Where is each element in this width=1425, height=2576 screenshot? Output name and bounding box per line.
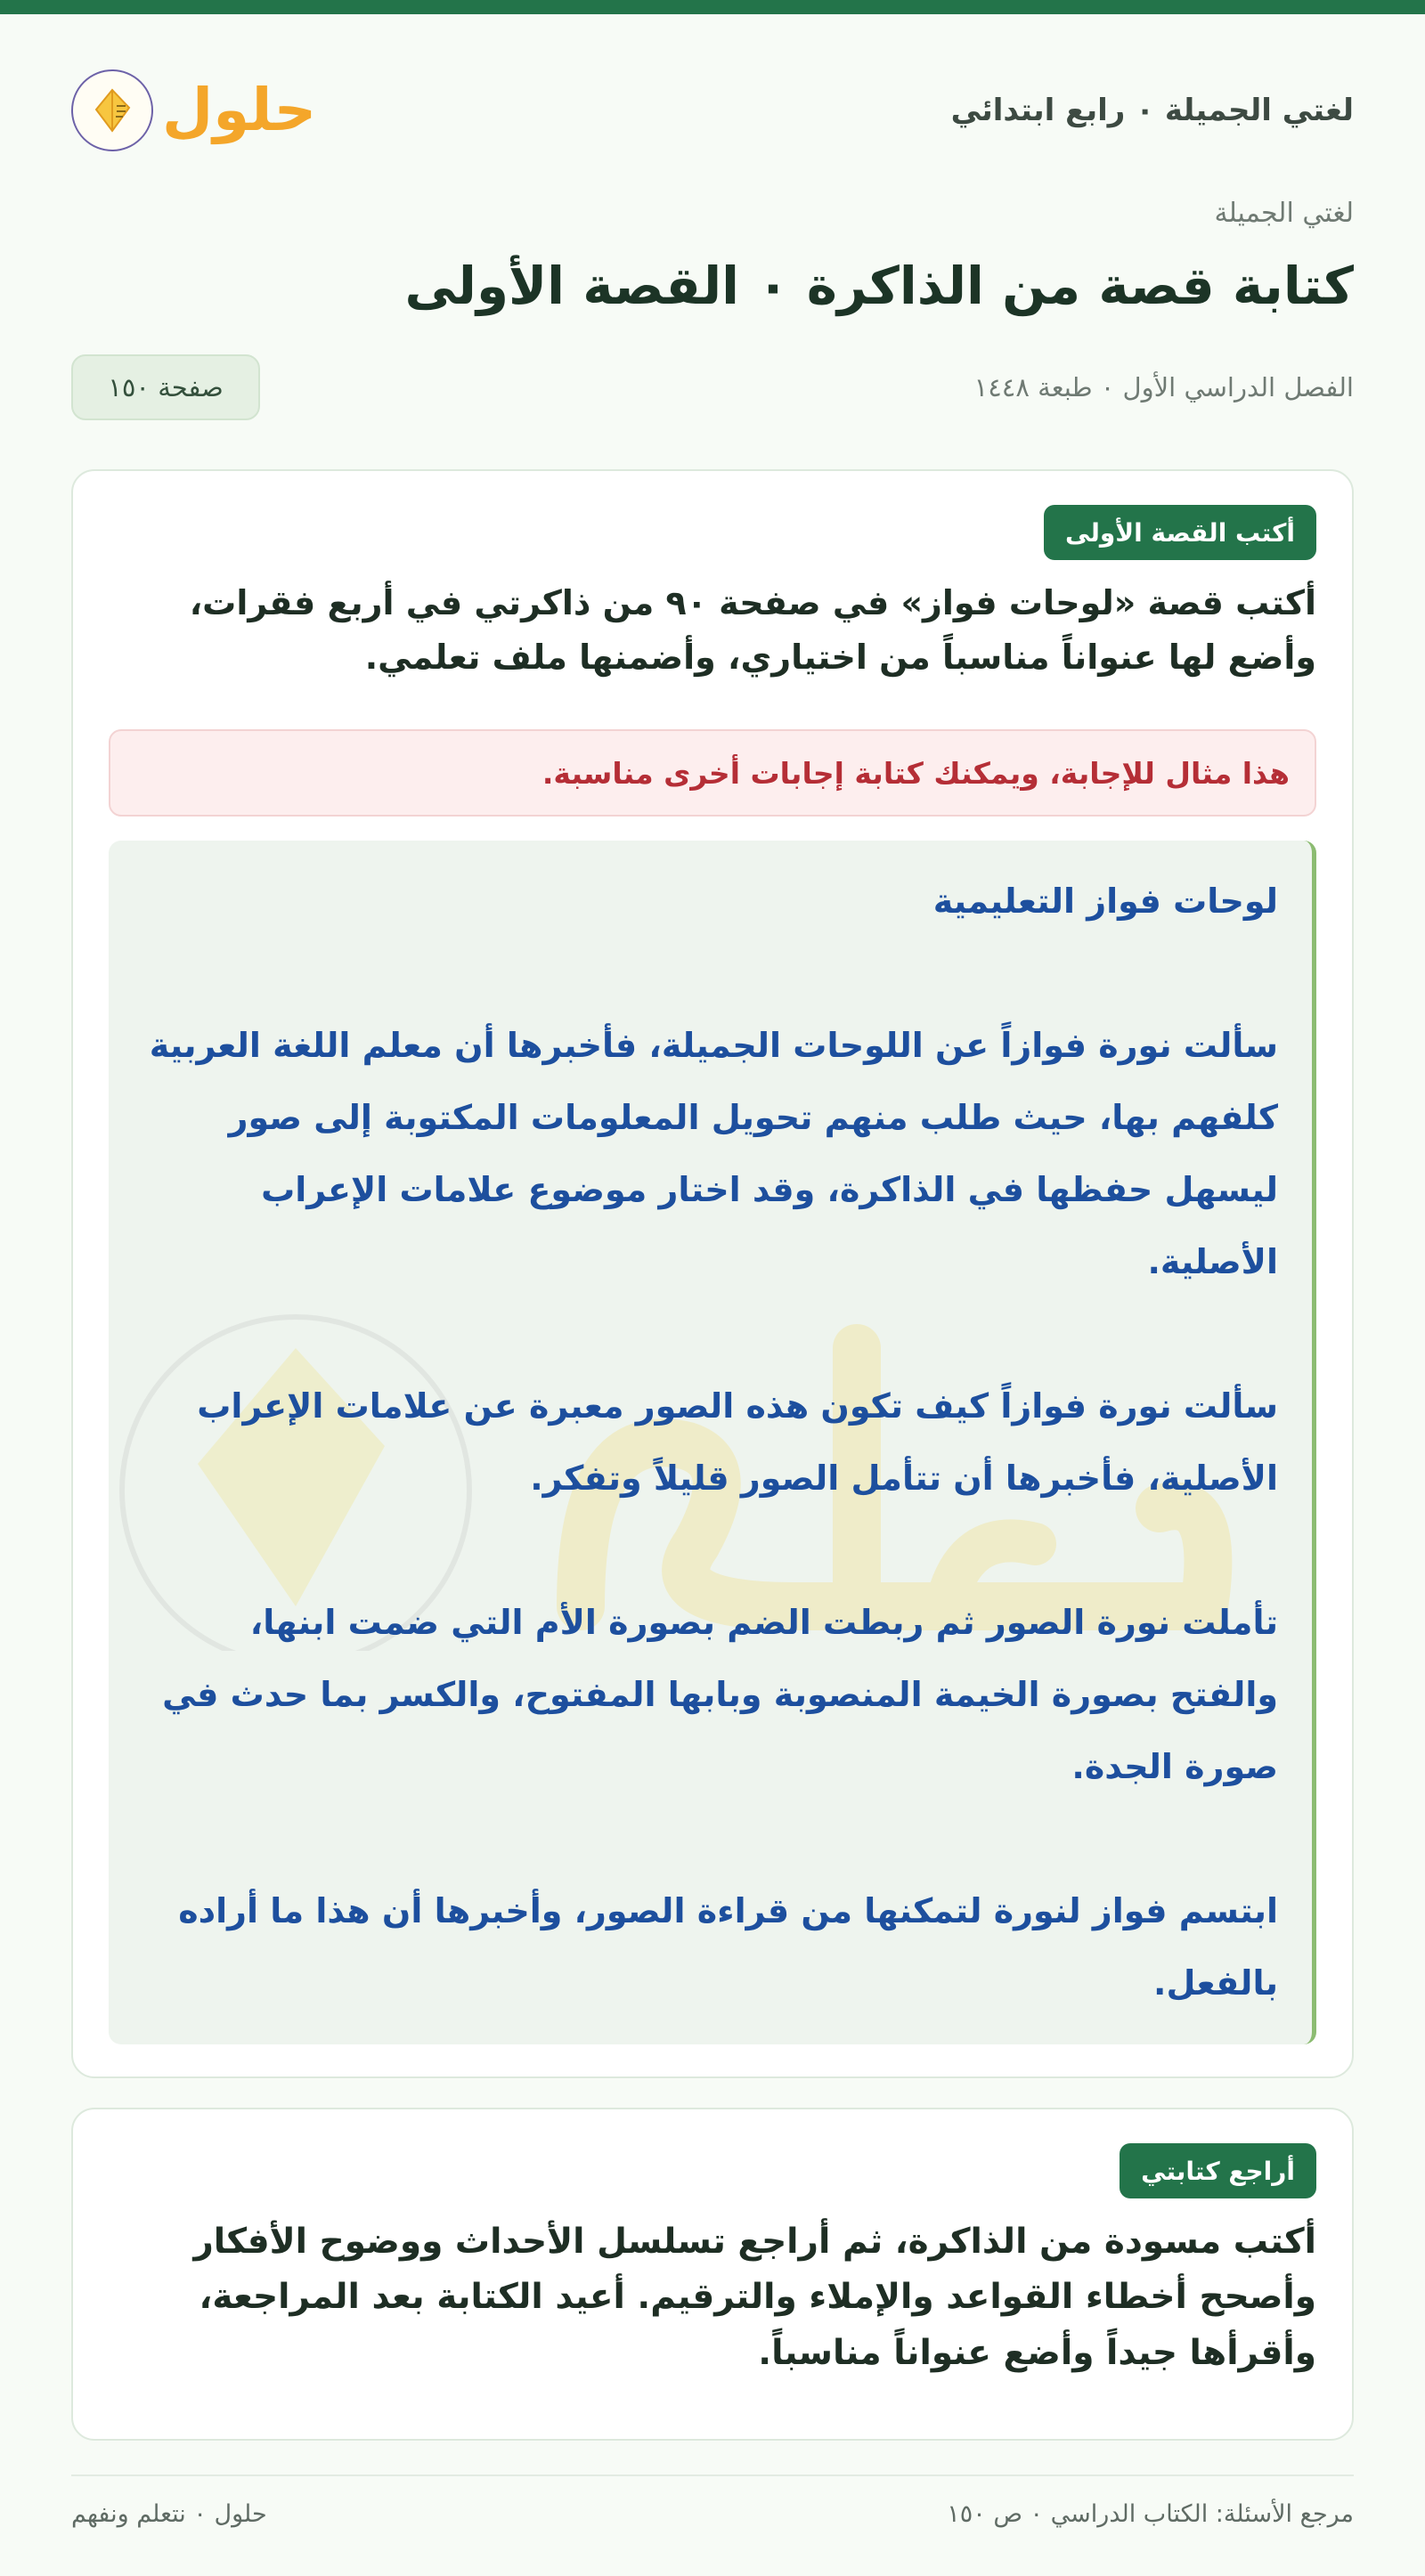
footer-divider — [71, 2474, 1354, 2476]
task-label: أكتب القصة الأولى — [1044, 505, 1316, 560]
footer-source: مرجع الأسئلة: الكتاب الدراسي ٠ ص ١٥٠ — [947, 2500, 1354, 2528]
answer-box — [109, 841, 1316, 2044]
logo-wordmark: حلول — [162, 76, 317, 144]
answer-paragraph-1: سألت نورة فوازاً عن اللوحات الجميلة، فأخبرها أن معلم اللغة العربية كلفهم بها، حيث طلب منهم تحويل المعلومات المكتوبة إلى صور ليسهل حفظها في الذاكرة، وقد اختار موضوع علامات الإعراب الأصلية. — [149, 1026, 1278, 1281]
top-accent-strip — [0, 0, 1425, 14]
meta-row — [71, 354, 1354, 420]
book-icon — [71, 69, 153, 151]
review-card — [71, 2108, 1354, 2441]
semester-edition: الفصل الدراسي الأول ٠ طبعة ١٤٤٨ — [973, 371, 1354, 402]
page-number-badge: صفحة ١٥٠ — [71, 354, 260, 420]
sample-answer-notice: هذا مثال للإجابة، ويمكنك كتابة إجابات أخرى مناسبة. — [109, 729, 1316, 817]
page-footer — [71, 2500, 1354, 2528]
series-title: لغتي الجميلة ٠ رابع ابتدائي — [950, 93, 1354, 128]
review-text: أكتب مسودة من الذاكرة، ثم أراجع تسلسل الأحداث ووضوح الأفكار وأصحح أخطاء القواعد والإملاء والترقيم. أعيد الكتابة بعد المراجعة، وأقرأها جيداً وأضع عنواناً مناسباً. — [193, 2222, 1316, 2373]
site-logo[interactable] — [71, 69, 316, 151]
answer-text — [141, 865, 1278, 2019]
footer-tagline[interactable]: حلول ٠ نتعلم ونفهم — [71, 2500, 267, 2528]
answer-paragraph-3: تأملت نورة الصور ثم ربطت الضم بصورة الأم التي ضمت ابنها، والفتح بصورة الخيمة المنصوبة وبابها المفتوح، والكسر بما حدث في صورة الجدة. — [162, 1603, 1278, 1786]
answer-paragraph-4: ابتسم فواز لنورة لتمكنها من قراءة الصور، وأخبرها أن هذا ما أراده بالفعل. — [178, 1891, 1278, 2003]
review-label: أراجع كتابتي — [1120, 2143, 1316, 2198]
answer-title: لوحات فواز التعليمية — [932, 882, 1278, 921]
subject-kicker: لغتي الجميلة — [1214, 198, 1354, 229]
lesson-heading — [71, 198, 1354, 420]
task-prompt: أكتب قصة «لوحات فواز» في صفحة ٩٠ من ذاكرتي في أربع فقرات، وأضع لها عنواناً مناسباً من اختياري، وأضمنها ملف تعلمي. — [189, 583, 1316, 677]
site-header — [71, 55, 1354, 166]
page-title: كتابة قصة من الذاكرة ٠ القصة الأولى — [404, 256, 1354, 316]
answer-paragraph-2: سألت نورة فوازاً كيف تكون هذه الصور معبرة عن علامات الإعراب الأصلية، فأخبرها أن تتأمل الصور قليلاً وتفكر. — [197, 1386, 1278, 1498]
task-card — [71, 469, 1354, 2078]
